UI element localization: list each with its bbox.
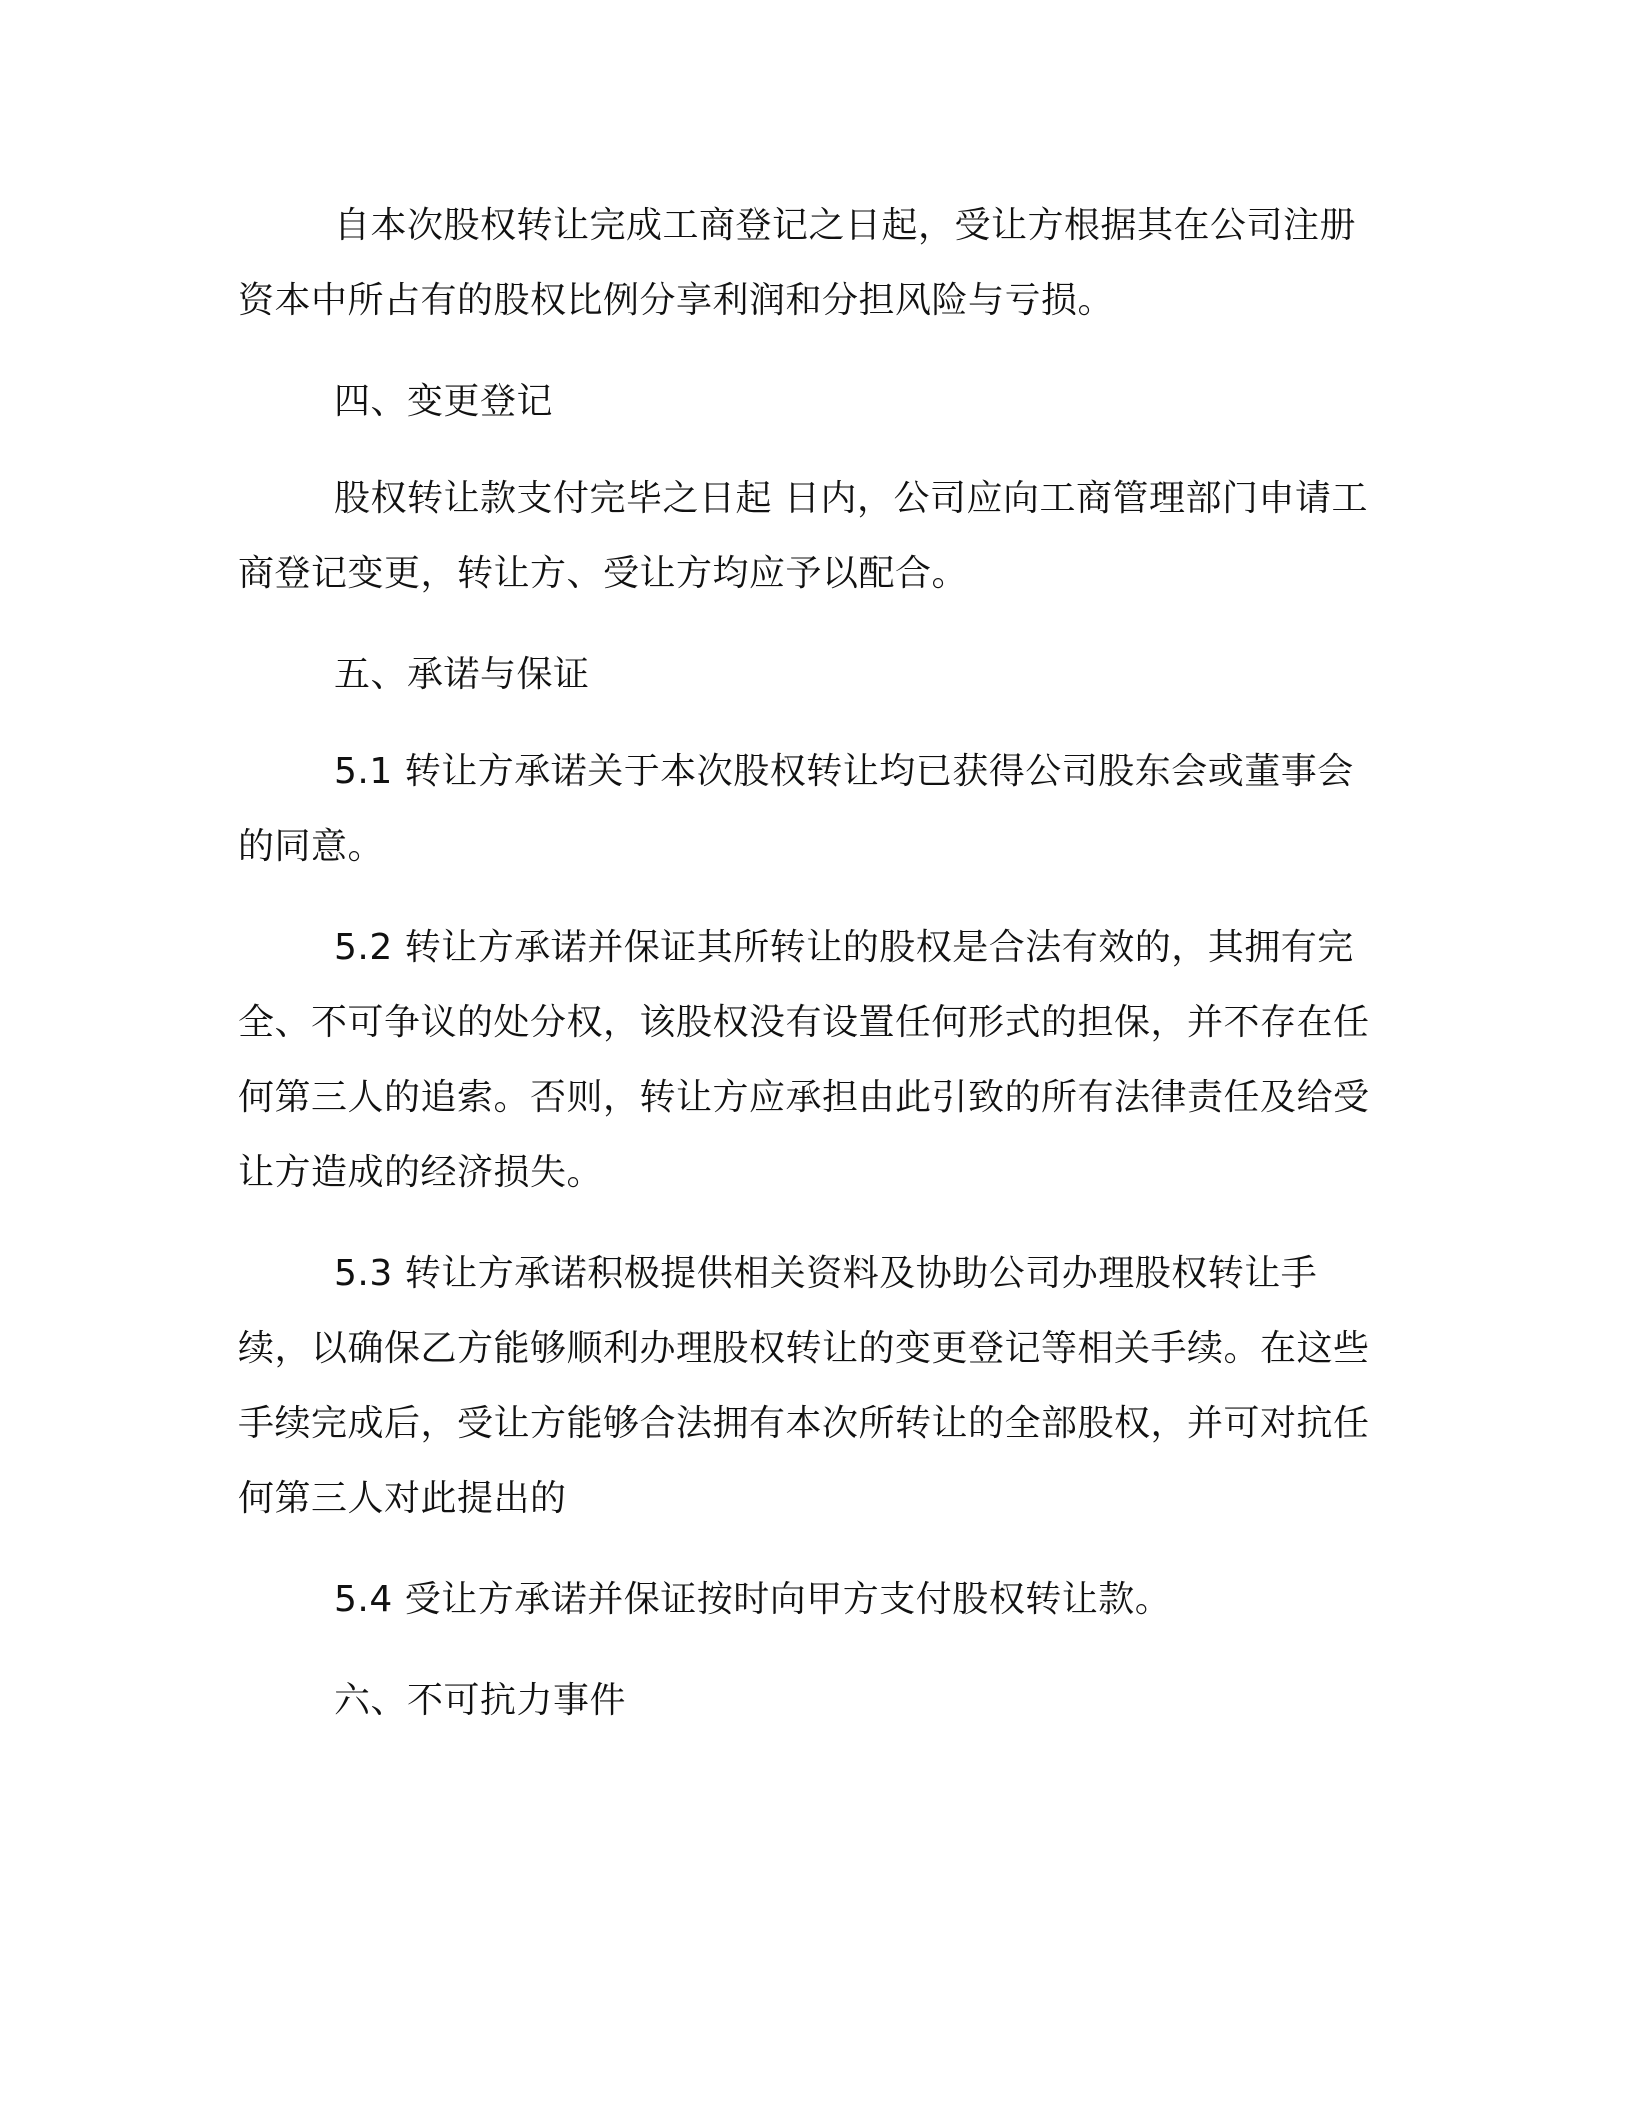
section-heading-force-majeure: 六、不可抗力事件 (334, 1680, 627, 1721)
paragraph-5-2: 5.2 转让方承诺并保证其所转让的股权是合法有效的，其拥有完全、不可争议的处分权，该股权没有设置任何形式的担保，并不存在任何第三人的追索。否则，转让方应承担由此引致的所有法律责任及给受让方造成的经济损失。 (238, 927, 1370, 1193)
paragraph-change-registration: 股权转让款支付完毕之日起 日内，公司应向工商管理部门申请工商登记变更，转让方、受让方均应予以配合。 (238, 478, 1368, 594)
section-heading-change-registration: 四、变更登记 (334, 381, 554, 422)
paragraph-profit-sharing: 自本次股权转让完成工商登记之日起，受让方根据其在公司注册资本中所占有的股权比例分享利润和分担风险与亏损。 (238, 205, 1357, 321)
paragraph-5-1: 5.1 转让方承诺关于本次股权转让均已获得公司股东会或董事会的同意。 (238, 751, 1354, 867)
paragraph-5-4: 5.4 受让方承诺并保证按时向甲方支付股权转让款。 (334, 1579, 1172, 1620)
document-body (238, 188, 1388, 1738)
section-heading-commitments: 五、承诺与保证 (334, 654, 590, 695)
paragraph-5-3: 5.3 转让方承诺积极提供相关资料及协助公司办理股权转让手续，以确保乙方能够顺利办理股权转让的变更登记等相关手续。在这些手续完成后，受让方能够合法拥有本次所转让的全部股权，并可对抗任何第三人对此提出的 (238, 1253, 1370, 1519)
